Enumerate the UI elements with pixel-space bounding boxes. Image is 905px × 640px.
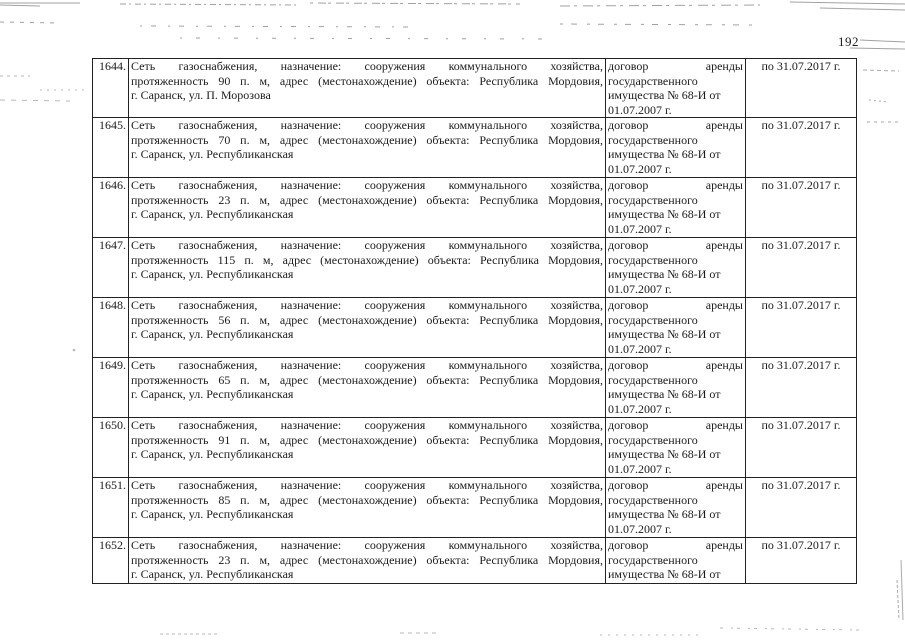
description-line: протяженность 70 п. м, адрес (местонахождение) объекта: Республика Мордовия, — [131, 132, 603, 147]
table-row — [93, 118, 857, 178]
basis-line: имущества № 68-И от — [608, 327, 721, 341]
row-number: 1644. — [93, 59, 129, 118]
scan-noise-bottom — [0, 600, 905, 640]
basis-document — [606, 59, 746, 118]
object-description — [129, 538, 606, 584]
scan-noise-left — [0, 60, 90, 380]
basis-line: имущества № 68-И от — [608, 267, 721, 281]
object-description — [129, 59, 606, 118]
basis-line: имущества № 68-И от — [608, 567, 721, 581]
description-line: протяженность 115 п. м, адрес (местонахождение) объекта: Республика Мордовия, — [131, 252, 603, 267]
table-row — [93, 298, 857, 358]
term-date: по 31.07.2017 г. — [746, 298, 857, 358]
term-date: по 31.07.2017 г. — [746, 238, 857, 298]
basis-line: договор аренды — [608, 238, 743, 252]
object-description — [129, 418, 606, 478]
table-row — [93, 538, 857, 584]
description-line: г. Саранск, ул. Республиканская — [131, 267, 294, 281]
table-row — [93, 238, 857, 298]
basis-line: имущества № 68-И от — [608, 147, 721, 161]
basis-line: 01.07.2007 г. — [608, 221, 672, 236]
basis-line: договор аренды — [608, 59, 743, 73]
description-line: протяженность 23 п. м, адрес (местонахождение) объекта: Республика Мордовия, — [131, 192, 603, 207]
description-line: протяженность 23 п. м, адрес (местонахождение) объекта: Республика Мордовия, — [131, 552, 603, 567]
row-number: 1645. — [93, 118, 129, 178]
object-description — [129, 478, 606, 538]
scan-noise-top — [0, 0, 905, 50]
scan-noise-right — [859, 60, 905, 620]
basis-line: государственного — [608, 192, 698, 207]
table-row — [93, 358, 857, 418]
property-table — [92, 58, 857, 584]
description-line: протяженность 91 п. м, адрес (местонахождение) объекта: Республика Мордовия, — [131, 432, 603, 447]
description-line: Сеть газоснабжения, назначение: сооружения коммунального хозяйства, — [131, 298, 603, 312]
basis-line: 01.07.2007 г. — [608, 161, 672, 176]
basis-line: 01.07.2007 г. — [608, 521, 672, 536]
term-date: по 31.07.2017 г. — [746, 178, 857, 238]
description-line: Сеть газоснабжения, назначение: сооружения коммунального хозяйства, — [131, 178, 603, 192]
term-date: по 31.07.2017 г. — [746, 538, 857, 584]
description-line: г. Саранск, ул. Республиканская — [131, 447, 294, 461]
basis-line: государственного — [608, 73, 698, 88]
row-number: 1652. — [93, 538, 129, 584]
basis-document — [606, 178, 746, 238]
table-body — [93, 59, 857, 584]
basis-line: государственного — [608, 372, 698, 387]
basis-line: имущества № 68-И от — [608, 88, 721, 102]
basis-document — [606, 238, 746, 298]
basis-line: 01.07.2007 г. — [608, 461, 672, 476]
basis-line: государственного — [608, 552, 698, 567]
basis-line: государственного — [608, 132, 698, 147]
description-line: г. Саранск, ул. Республиканская — [131, 567, 294, 581]
description-line: Сеть газоснабжения, назначение: сооружения коммунального хозяйства, — [131, 238, 603, 252]
row-number: 1651. — [93, 478, 129, 538]
basis-line: договор аренды — [608, 478, 743, 492]
row-number: 1647. — [93, 238, 129, 298]
term-date: по 31.07.2017 г. — [746, 478, 857, 538]
description-line: г. Саранск, ул. Республиканская — [131, 327, 294, 341]
term-date: по 31.07.2017 г. — [746, 418, 857, 478]
basis-line: договор аренды — [608, 118, 743, 132]
basis-line: имущества № 68-И от — [608, 507, 721, 521]
description-line: Сеть газоснабжения, назначение: сооружения коммунального хозяйства, — [131, 478, 603, 492]
basis-document — [606, 538, 746, 584]
description-line: протяженность 90 п. м, адрес (местонахождение) объекта: Республика Мордовия, — [131, 73, 603, 88]
basis-line: государственного — [608, 252, 698, 267]
description-line: Сеть газоснабжения, назначение: сооружения коммунального хозяйства, — [131, 418, 603, 432]
basis-line: 01.07.2007 г. — [608, 102, 672, 117]
table-row — [93, 178, 857, 238]
basis-line: государственного — [608, 432, 698, 447]
basis-line: имущества № 68-И от — [608, 207, 721, 221]
description-line: г. Саранск, ул. Республиканская — [131, 147, 294, 161]
basis-line: 01.07.2007 г. — [608, 401, 672, 416]
term-date: по 31.07.2017 г. — [746, 118, 857, 178]
basis-line: 01.07.2007 г. — [608, 341, 672, 356]
basis-document — [606, 478, 746, 538]
basis-line: государственного — [608, 312, 698, 327]
table-row — [93, 59, 857, 118]
description-line: Сеть газоснабжения, назначение: сооружения коммунального хозяйства, — [131, 358, 603, 372]
basis-document — [606, 298, 746, 358]
description-line: г. Саранск, ул. Республиканская — [131, 387, 294, 401]
object-description — [129, 118, 606, 178]
row-number: 1646. — [93, 178, 129, 238]
basis-line: договор аренды — [608, 298, 743, 312]
basis-line: государственного — [608, 492, 698, 507]
description-line: протяженность 65 п. м, адрес (местонахождение) объекта: Республика Мордовия, — [131, 372, 603, 387]
object-description — [129, 358, 606, 418]
row-number: 1650. — [93, 418, 129, 478]
basis-document — [606, 358, 746, 418]
description-line: г. Саранск, ул. П. Морозова — [131, 88, 271, 102]
basis-line: договор аренды — [608, 178, 743, 192]
row-number: 1648. — [93, 298, 129, 358]
object-description — [129, 238, 606, 298]
term-date: по 31.07.2017 г. — [746, 59, 857, 118]
row-number: 1649. — [93, 358, 129, 418]
table-row — [93, 478, 857, 538]
basis-document — [606, 418, 746, 478]
description-line: протяженность 56 п. м, адрес (местонахождение) объекта: Республика Мордовия, — [131, 312, 603, 327]
basis-line: договор аренды — [608, 358, 743, 372]
description-line: Сеть газоснабжения, назначение: сооружения коммунального хозяйства, — [131, 118, 603, 132]
page-number: 192 — [838, 34, 859, 49]
basis-line: договор аренды — [608, 418, 743, 432]
object-description — [129, 298, 606, 358]
description-line: Сеть газоснабжения, назначение: сооружения коммунального хозяйства, — [131, 59, 603, 73]
basis-line: 01.07.2007 г. — [608, 281, 672, 296]
table-row — [93, 418, 857, 478]
term-date: по 31.07.2017 г. — [746, 358, 857, 418]
basis-line: договор аренды — [608, 538, 743, 552]
basis-document — [606, 118, 746, 178]
description-line: протяженность 85 п. м, адрес (местонахождение) объекта: Республика Мордовия, — [131, 492, 603, 507]
description-line: Сеть газоснабжения, назначение: сооружения коммунального хозяйства, — [131, 538, 603, 552]
basis-line: имущества № 68-И от — [608, 447, 721, 461]
description-line: г. Саранск, ул. Республиканская — [131, 207, 294, 221]
object-description — [129, 178, 606, 238]
basis-line: имущества № 68-И от — [608, 387, 721, 401]
description-line: г. Саранск, ул. Республиканская — [131, 507, 294, 521]
